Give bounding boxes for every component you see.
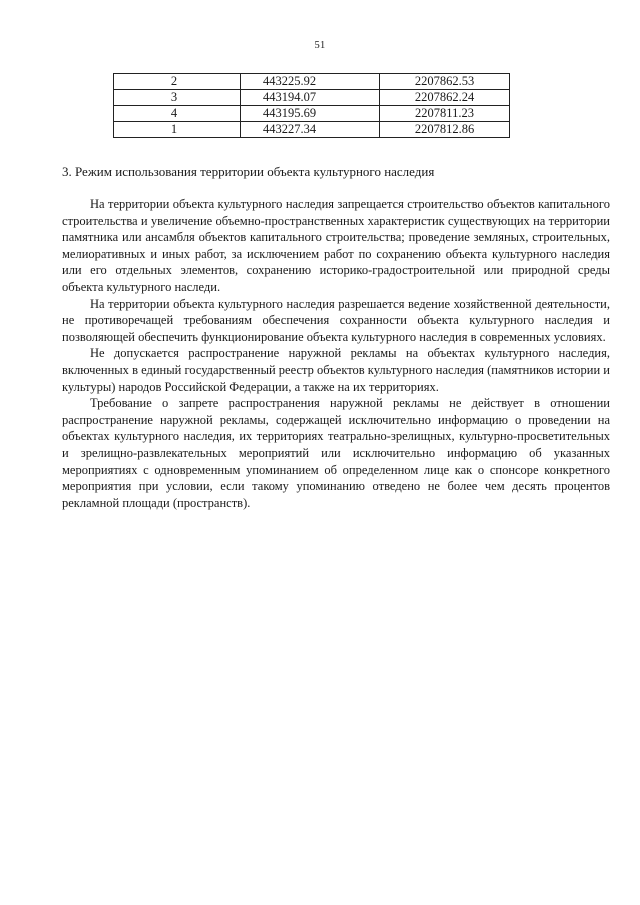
point-number-cell: 3 bbox=[114, 90, 241, 106]
x-coordinate-cell: 443194.07 bbox=[241, 90, 380, 106]
paragraph-advertising-exception: Требование о запрете распространения наружной рекламы не действует в отношении распространение наружной рекламы, содержащей исключительно информацию о проведении на объектах культурного наследия, их территориях театрально-зрелищных, культурно-просветительных и зрелищно-развлекательных мероприятий или исключительно информацию об указанных мероприятиях с одновременным упоминанием об определенном лице как о спонсоре конкретного мероприятия при условии, если такому упоминанию отведено не более чем десять процентов рекламной площади (пространств). bbox=[62, 396, 610, 510]
section-body bbox=[62, 189, 610, 511]
point-number-cell: 2 bbox=[114, 74, 241, 90]
x-coordinate-cell: 443225.92 bbox=[241, 74, 380, 90]
coordinates-table bbox=[113, 73, 510, 138]
x-coordinate-cell: 443195.69 bbox=[241, 106, 380, 122]
table-row bbox=[114, 90, 510, 106]
y-coordinate-cell: 2207862.24 bbox=[380, 90, 510, 106]
table-row bbox=[114, 106, 510, 122]
y-coordinate-cell: 2207862.53 bbox=[380, 74, 510, 90]
point-number-cell: 4 bbox=[114, 106, 241, 122]
paragraph-construction-prohibition: На территории объекта культурного наследия запрещается строительство объектов капитального строительства и увеличение объемно-пространственных характеристик существующих на территории памятника или ансамбля объектов капитального строительства; проведение земляных, строительных, мелиоративных и иных работ, за исключением работ по сохранению объекта культурного наследия или его отдельных элементов, сохранению историко-градостроительной или природной среды объекта культурного наследи. bbox=[62, 197, 610, 294]
page-number: 51 bbox=[314, 40, 326, 51]
y-coordinate-cell: 2207812.86 bbox=[380, 122, 510, 138]
table-row bbox=[114, 122, 510, 138]
y-coordinate-cell: 2207811.23 bbox=[380, 106, 510, 122]
paragraph-permitted-activity: На территории объекта культурного наследия разрешается ведение хозяйственной деятельности, не противоречащей требованиям обеспечения сохранности объекта культурного наследия и позволяющей обеспечить функционирование объекта культурного наследия в современных условиях. bbox=[62, 296, 610, 344]
paragraph-advertising-prohibition: Не допускается распространение наружной рекламы на объектах культурного наследия, включенных в единый государственный реестр объектов культурного наследия (памятников истории и культуры) народов Российской Федерации, а также на их территориях. bbox=[62, 346, 610, 394]
x-coordinate-cell: 443227.34 bbox=[241, 122, 380, 138]
point-number-cell: 1 bbox=[114, 122, 241, 138]
table-row bbox=[114, 74, 510, 90]
section-title: 3. Режим использования территории объекта культурного наследия bbox=[62, 164, 435, 179]
